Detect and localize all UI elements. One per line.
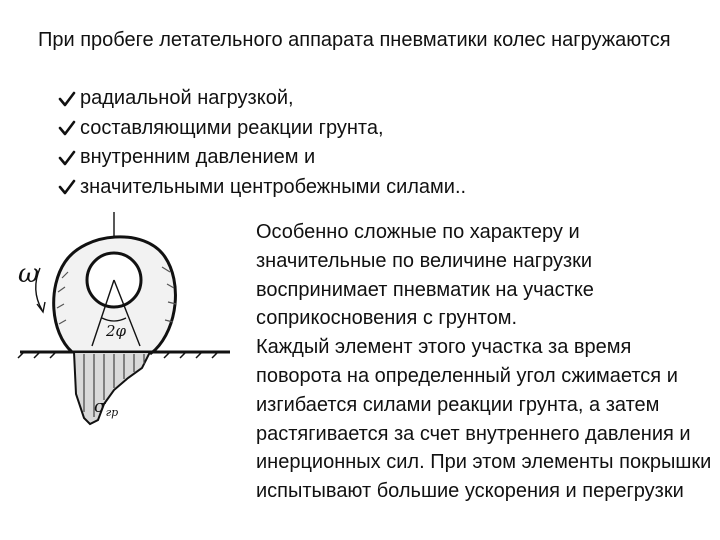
angle-label: 2φ xyxy=(106,322,127,340)
bullet-text: внутренним давлением и xyxy=(80,146,316,168)
checkmark-icon xyxy=(58,90,76,108)
bullet-item xyxy=(58,173,466,203)
paragraph-contact-loads: Особенно сложные по характеру и значительные по величине нагрузки воспринимает пневматик на участке соприкосновения с грунтом. xyxy=(256,221,594,330)
sigma-symbol: σ xyxy=(94,397,106,417)
description-block xyxy=(256,218,712,506)
bullet-item xyxy=(58,143,466,173)
tire-deformation-diagram xyxy=(10,212,250,442)
paragraph-element-deformation: Каждый элемент этого участка за время поворота на определенный угол сжимается и изгибается силами реакции грунта, а затем растягивается за счет внутреннего давления и инерционных сил. При этом элементы покрышки испытывают большие ускорения и перегрузки xyxy=(256,336,712,503)
intro-text: При пробеге летательного аппарата пневматики колес нагружаются xyxy=(38,29,671,51)
bullet-item xyxy=(58,84,466,114)
omega-label: ω xyxy=(18,259,40,289)
bullet-text: радиальной нагрузкой, xyxy=(80,87,294,109)
sigma-subscript: гр xyxy=(105,406,119,419)
checkmark-icon xyxy=(58,178,76,196)
bullet-text: составляющими реакции грунта, xyxy=(80,116,384,139)
bullet-item xyxy=(58,114,466,144)
bullet-list xyxy=(58,84,466,202)
checkmark-icon xyxy=(58,149,76,167)
checkmark-icon xyxy=(58,119,76,137)
bullet-text: значительными центробежными силами.. xyxy=(80,175,467,198)
